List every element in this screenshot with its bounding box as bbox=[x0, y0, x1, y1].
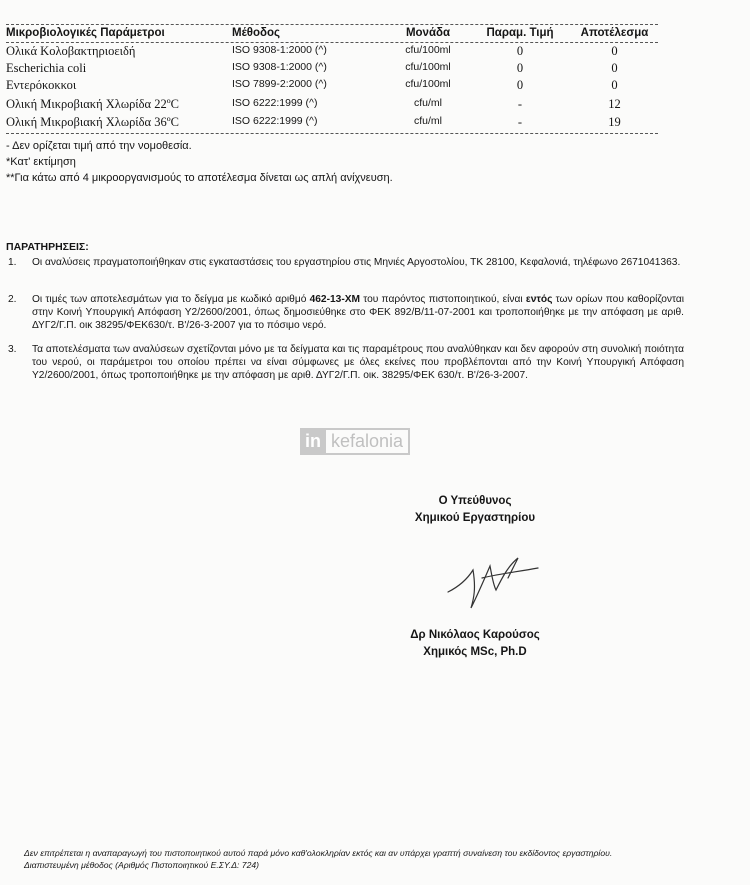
role-line: Χημικού Εργαστηρίου bbox=[414, 512, 536, 524]
inkefalonia-watermark bbox=[300, 426, 410, 456]
cell-unit: cfu/100ml bbox=[405, 61, 451, 73]
remark-text: Τα αποτελέσματα των αναλύσεων σχετίζονται μόνο με τα δείγματα και τις παραμέτρους που αναλύθηκαν και δεν αφορούν στη συνολική ποιότητα του νερού, οι παράμετροι του οποίου πρέπει να είναι σύμφωνες με όλες εκείνες που προβλέπονται από την Κοινή Υπουργική Απόφαση Υ2/2600/2001, όπως τροποποιήθηκε με την απόφαση με αριθ. ΔΥΓ2/Γ.Π. οικ. 38295/ΦΕΚ 630/τ. Β'/26-3-2007. bbox=[32, 344, 684, 381]
remark-text-pre: Οι τιμές των αποτελεσμάτων για το δείγμα με κωδικό αριθμό bbox=[32, 294, 310, 305]
cell-method: ISO 6222:1999 (^) bbox=[232, 97, 318, 109]
remark-number: 1. bbox=[8, 257, 17, 268]
signatory-role bbox=[360, 493, 590, 527]
cell-result: 0 bbox=[611, 61, 618, 75]
cell-limit: - bbox=[517, 97, 523, 111]
page-footer bbox=[24, 848, 714, 871]
header-unit: Μονάδα bbox=[405, 27, 451, 39]
cell-param: Ολική Μικροβιακή Χλωρίδα 36ºC bbox=[6, 115, 179, 129]
signatory-name: Δρ Νικόλαος Καρούσος bbox=[410, 629, 540, 641]
table-top-rule bbox=[6, 24, 658, 25]
watermark-in: in bbox=[300, 428, 324, 455]
signatory-title: Χημικός MSc, Ph.D bbox=[423, 646, 527, 658]
table-header-rule bbox=[6, 42, 658, 43]
cell-limit: - bbox=[517, 115, 523, 129]
cell-method: ISO 9308-1:2000 (^) bbox=[232, 61, 327, 73]
footnote: *Κατ' εκτίμηση bbox=[6, 156, 76, 168]
cell-limit: 0 bbox=[516, 44, 524, 58]
cell-result: 19 bbox=[608, 115, 621, 129]
handwritten-signature bbox=[438, 548, 548, 612]
cell-result: 0 bbox=[611, 44, 618, 58]
remark-text: Οι αναλύσεις πραγματοποιήθηκαν στις εγκαταστάσεις του εργαστηρίου στις Μηνιές Αργοστολίου, ΤΚ 28100, Κεφαλονιά, τηλέφωνο 2671041363. bbox=[32, 257, 681, 268]
cell-result: 12 bbox=[608, 97, 621, 111]
cell-result: 0 bbox=[611, 78, 618, 92]
cell-param: Ολικά Κολοβακτηριοειδή bbox=[6, 44, 136, 58]
cell-param: Escherichia coli bbox=[6, 61, 87, 75]
cell-method: ISO 7899-2:2000 (^) bbox=[232, 78, 327, 90]
role-line: Ο Υπεύθυνος bbox=[438, 495, 512, 507]
cell-limit: 0 bbox=[516, 78, 524, 92]
footnote: - Δεν ορίζεται τιμή από την νομοθεσία. bbox=[6, 140, 192, 152]
header-limit: Παραμ. Τιμή bbox=[486, 27, 554, 39]
table-row bbox=[6, 78, 658, 95]
remarks-heading: ΠΑΡΑΤΗΡΗΣΕΙΣ: bbox=[6, 241, 89, 253]
header-result: Αποτέλεσμα bbox=[580, 27, 649, 39]
cell-unit: cfu/ml bbox=[413, 115, 442, 127]
footer-reproduction-notice: Δεν επιτρέπεται η αναπαραγωγή του πιστοποιητικού αυτού παρά μόνο καθ'ολοκληρίαν εκτός και αν υπάρχει γραπτή συναίνεση του εκδίδοντος εργαστηρίου. bbox=[24, 848, 613, 858]
table-footnotes bbox=[6, 138, 393, 186]
cell-method: ISO 6222:1999 (^) bbox=[232, 115, 318, 127]
table-row bbox=[6, 61, 658, 78]
remark-number: 2. bbox=[8, 294, 17, 305]
remark-text-mid: του παρόντος πιστοποιητικού, είναι bbox=[360, 294, 526, 305]
sample-code: 462-13-ΧΜ bbox=[309, 294, 360, 305]
compliance-word: εντός bbox=[525, 294, 553, 305]
table-bottom-rule bbox=[6, 133, 658, 134]
signatory-name-block bbox=[360, 627, 590, 661]
cell-param: Ολική Μικροβιακή Χλωρίδα 22ºC bbox=[6, 97, 179, 111]
table-row bbox=[6, 44, 658, 61]
footer-accreditation: Διαπιστευμένη μέθοδος (Αριθμός Πιστοποιητικού Ε.ΣΥ.Δ: 724) bbox=[24, 859, 259, 870]
cell-unit: cfu/100ml bbox=[405, 44, 451, 56]
cell-limit: 0 bbox=[516, 61, 524, 75]
remark-number: 3. bbox=[8, 344, 17, 355]
header-method: Μέθοδος bbox=[232, 27, 280, 39]
header-param: Μικροβιολογικές Παράμετροι bbox=[6, 27, 165, 39]
table-row bbox=[6, 115, 658, 132]
cell-unit: cfu/100ml bbox=[405, 78, 451, 90]
footnote: **Για κάτω από 4 μικροοργανισμούς το αποτέλεσμα δίνεται ως απλή ανίχνευση. bbox=[6, 172, 393, 184]
remark-text bbox=[32, 293, 684, 332]
remark-text-post: των ορίων που καθορίζονται στην Κοινή Υπουργική Απόφαση Υ2/2600/2001, όπως δημοσιεύθηκε στο ΦΕΚ 892/Β/11-07-2001 και τροποποιήθηκε με την απόφαση με αριθ. ΔΥΓ2/Γ.Π. οικ 38295/ΦΕΚ630/τ. Β'/26-3-2007 για το πόσιμο νερό. bbox=[32, 294, 684, 331]
cell-method: ISO 9308-1:2000 (^) bbox=[232, 44, 327, 56]
cell-param: Εντερόκοκκοι bbox=[6, 78, 77, 92]
table-row bbox=[6, 97, 658, 114]
cell-unit: cfu/ml bbox=[413, 97, 442, 109]
watermark-kefalonia: kefalonia bbox=[324, 428, 410, 455]
